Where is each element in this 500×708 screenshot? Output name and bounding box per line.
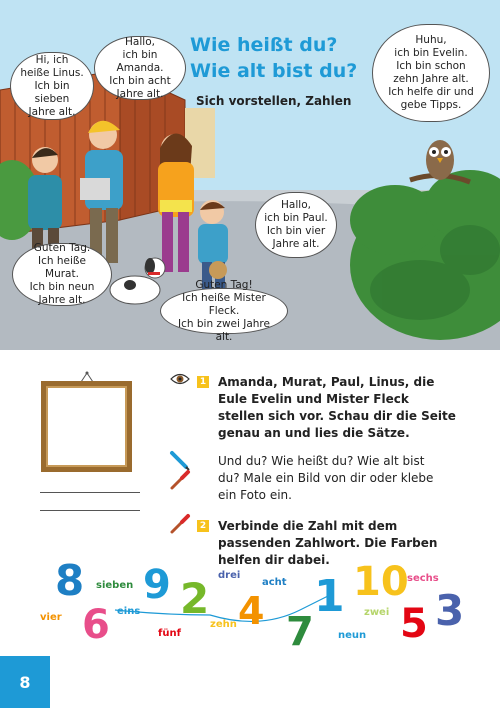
page-title: Wie heißt du?	[190, 34, 338, 56]
digit-4[interactable]: 4	[238, 589, 265, 633]
digit-9[interactable]: 9	[143, 562, 171, 608]
word-eins[interactable]: eins	[117, 606, 141, 617]
owl-evelin	[426, 140, 454, 180]
speech-bubble-mister-fleck: Guten Tag! Ich heiße Mister Fleck. Ich bin zwei Jahre alt.	[160, 288, 288, 334]
task-2-number: 2	[197, 520, 209, 532]
word-vier[interactable]: vier	[40, 612, 62, 623]
speech-bubble-amanda: Hallo, ich bin Amanda. Ich bin acht Jahre alt.	[94, 36, 186, 100]
page-title-line2: Wie alt bist du?	[190, 60, 358, 82]
speech-bubble-paul: Hallo, ich bin Paul. Ich bin vier Jahre alt.	[255, 192, 337, 258]
speech-bubble-evelin: Huhu, ich bin Evelin. Ich bin schon zehn Jahre alt. Ich helfe dir und gebe Tipps.	[372, 24, 490, 122]
digit-3[interactable]: 3	[435, 586, 465, 635]
paul	[198, 200, 228, 290]
digit-5[interactable]: 5	[400, 601, 428, 647]
task-1-number: 1	[197, 376, 209, 388]
digit-2[interactable]: 2	[180, 574, 210, 623]
digit-6[interactable]: 6	[82, 602, 110, 648]
word-sechs[interactable]: sechs	[407, 573, 439, 584]
task-extra-text: Und du? Wie heißt du? Wie alt bist du? Male ein Bild von dir oder klebe ein Foto ein.	[218, 454, 434, 502]
task-2-text: Verbinde die Zahl mit dem passenden Zahlwort. Die Farben helfen dir dabei.	[218, 519, 438, 567]
paintbrush-icon	[168, 512, 192, 536]
word-acht[interactable]: acht	[262, 577, 287, 588]
word-zehn[interactable]: zehn	[210, 619, 237, 630]
digit-8[interactable]: 8	[55, 556, 85, 605]
name-line-2[interactable]	[40, 510, 140, 511]
title-block	[190, 32, 375, 108]
paintbrush-icon	[168, 468, 192, 492]
digit-10[interactable]: 10	[353, 559, 409, 605]
photo-frame[interactable]	[41, 381, 132, 472]
word-sieben[interactable]: sieben	[96, 580, 134, 591]
word-zwei[interactable]: zwei	[364, 607, 390, 618]
illustration	[0, 0, 500, 350]
speech-bubble-murat: Guten Tag. Ich heiße Murat. Ich bin neun Jahre alt.	[12, 243, 112, 306]
digit-7[interactable]: 7	[286, 609, 314, 655]
task-1-text: Amanda, Murat, Paul, Linus, die Eule Evelin und Mister Fleck stellen sich vor. Schau dir die Seite genau an und lies die Sätze.	[218, 375, 456, 440]
page-subtitle: Sich vorstellen, Zahlen	[196, 94, 352, 108]
word-drei[interactable]: drei	[218, 570, 241, 581]
page-number: 8	[0, 656, 50, 708]
word-fuenf[interactable]: fünf	[158, 628, 181, 639]
name-line-1[interactable]	[40, 492, 140, 493]
speech-bubble-linus: Hi, ich heiße Linus. Ich bin sieben Jahre alt.	[10, 52, 94, 120]
word-neun[interactable]: neun	[338, 630, 367, 641]
eye-icon	[170, 372, 190, 386]
digit-1[interactable]: 1	[314, 571, 345, 622]
